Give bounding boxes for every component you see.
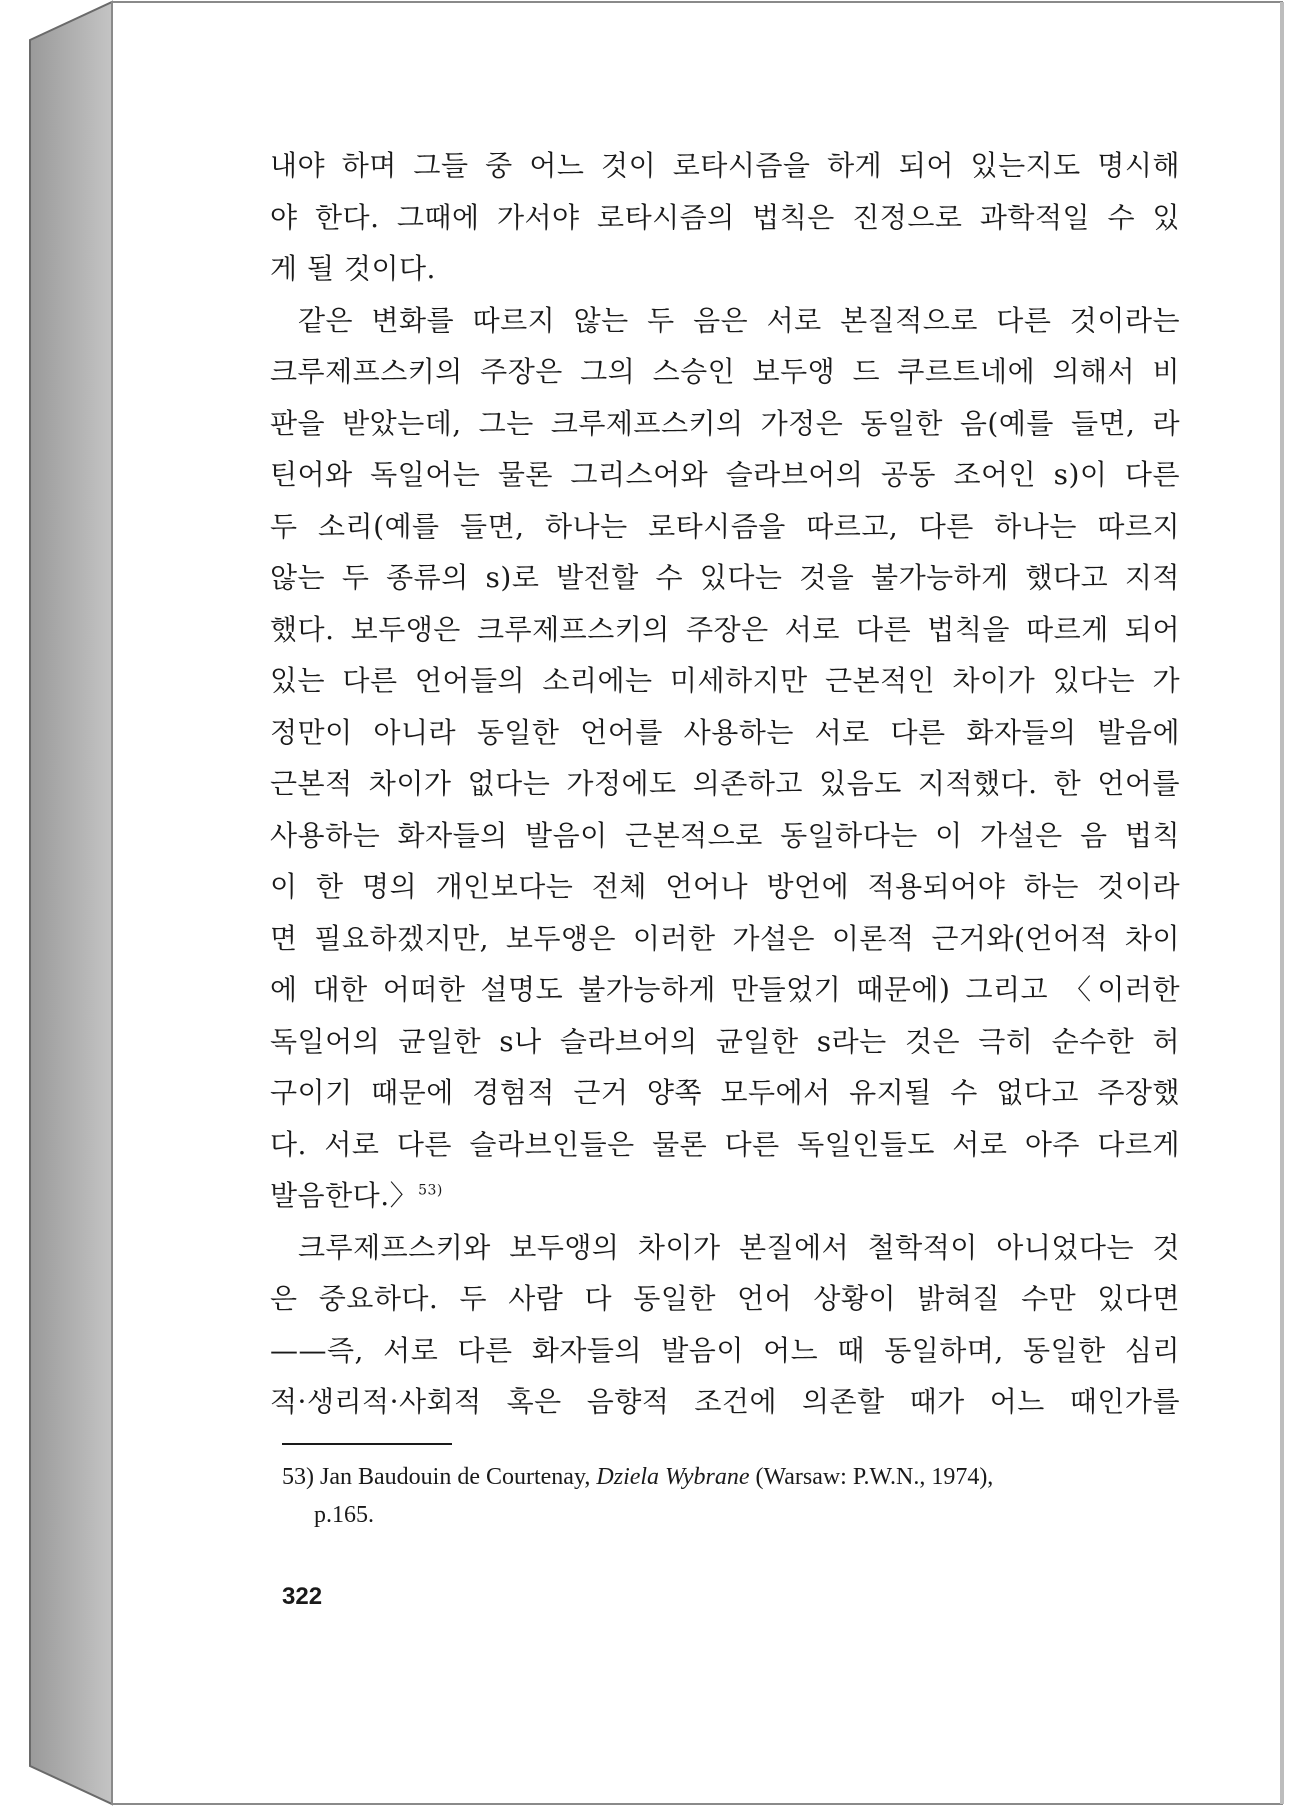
text-line	[270, 810, 1180, 862]
footnote-page: p.165.	[314, 1502, 374, 1528]
text-line-content: ——즉, 서로 다른 화자들의 발음이 어느 때 동일하며, 동일한 심리	[270, 1333, 1180, 1367]
page-number: 322	[282, 1583, 323, 1610]
text-line	[270, 449, 1180, 501]
text-line	[270, 192, 1180, 244]
text-line	[270, 861, 1180, 913]
text-line-content: 구이기 때문에 경험적 근거 양쪽 모두에서 유지될 수 없다고 주장했	[270, 1076, 1180, 1109]
text-line	[270, 1119, 1180, 1171]
text-line	[270, 913, 1180, 965]
text-line	[270, 758, 1180, 810]
text-line	[270, 655, 1180, 707]
text-line	[270, 295, 1180, 347]
text-line	[270, 1067, 1180, 1119]
text-line-content: 면 필요하겠지만, 보두앵은 이러한 가설은 이론적 근거와(언어적 차이	[270, 921, 1180, 955]
text-line-content: 은 중요하다. 두 사람 다 동일한 언어 상황이 밝혀질 수만 있다면	[270, 1282, 1180, 1315]
text-line-content: 있는 다른 언어들의 소리에는 미세하지만 근본적인 차이가 있다는 가	[270, 664, 1180, 697]
text-line-content: 정만이 아니라 동일한 언어를 사용하는 서로 다른 화자들의 발음에	[270, 715, 1180, 749]
body-text	[270, 140, 1180, 1428]
text-line-content: 크루제프스키와 보두앵의 차이가 본질에서 철학적이 아니었다는 것	[298, 1230, 1180, 1264]
text-line	[270, 1222, 1180, 1274]
text-line-content: 발음한다.〉	[270, 1179, 419, 1212]
text-line	[270, 707, 1180, 759]
text-line-content: 다. 서로 다른 슬라브인들은 물론 다른 독일인들도 서로 아주 다르게	[270, 1127, 1180, 1161]
footnote-publisher: (Warsaw: P.W.N., 1974),	[749, 1464, 994, 1490]
footnote-author: Jan Baudouin de Courtenay,	[320, 1464, 597, 1490]
footnote-divider	[282, 1443, 452, 1445]
footnote-reference[interactable]: 53)	[418, 1182, 443, 1199]
text-line-content: 근본적 차이가 없다는 가정에도 의존하고 있음도 지적했다. 한 언어를	[270, 767, 1180, 800]
text-line	[270, 964, 1180, 1016]
text-line	[270, 243, 1180, 295]
text-line	[270, 346, 1180, 398]
text-line	[270, 552, 1180, 604]
text-line	[270, 604, 1180, 656]
text-line-content: 틴어와 독일어는 물론 그리스어와 슬라브어의 공동 조어인 s)이 다른	[270, 458, 1180, 491]
text-line	[270, 501, 1180, 553]
footnote	[282, 1458, 1182, 1534]
text-line-content: 적·생리적·사회적 혹은 음향적 조건에 의존할 때가 어느 때인가를	[270, 1385, 1180, 1418]
text-line	[270, 1016, 1180, 1068]
text-line-content: 게 될 것이다.	[270, 252, 436, 285]
text-line	[270, 398, 1180, 450]
text-line	[270, 1376, 1180, 1428]
text-line-content: 에 대한 어떠한 설명도 불가능하게 만들었기 때문에) 그리고 〈이러한	[270, 973, 1180, 1006]
text-line-content: 내야 하며 그들 중 어느 것이 로타시즘을 하게 되어 있는지도 명시해	[270, 149, 1180, 182]
text-line	[270, 1170, 1180, 1222]
footnote-marker: 53)	[282, 1464, 314, 1490]
text-line-content: 독일어의 균일한 s나 슬라브어의 균일한 s라는 것은 극히 순수한 허	[270, 1024, 1180, 1058]
text-line	[270, 1273, 1180, 1325]
text-line	[270, 140, 1180, 192]
text-line-content: 두 소리(예를 들면, 하나는 로타시즘을 따르고, 다른 하나는 따르지	[270, 509, 1180, 543]
footnote-title: Dziela Wybrane	[596, 1464, 750, 1490]
text-line-content: 판을 받았는데, 그는 크루제프스키의 가정은 동일한 음(예를 들면, 라	[270, 406, 1180, 440]
text-line-content: 같은 변화를 따르지 않는 두 음은 서로 본질적으로 다른 것이라는	[298, 303, 1180, 337]
text-line-content: 사용하는 화자들의 발음이 근본적으로 동일하다는 이 가설은 음 법칙	[270, 818, 1180, 852]
text-line-content: 이 한 명의 개인보다는 전체 언어나 방언에 적용되어야 하는 것이라	[270, 870, 1180, 903]
text-line-content: 않는 두 종류의 s)로 발전할 수 있다는 것을 불가능하게 했다고 지적	[270, 561, 1180, 594]
text-line-content: 야 한다. 그때에 가서야 로타시즘의 법칙은 진정으로 과학적일 수 있	[270, 200, 1180, 234]
text-line-content: 크루제프스키의 주장은 그의 스승인 보두앵 드 쿠르트네에 의해서 비	[270, 355, 1180, 388]
text-line	[270, 1325, 1180, 1377]
text-line-content: 했다. 보두앵은 크루제프스키의 주장은 서로 다른 법칙을 따르게 되어	[270, 612, 1180, 646]
